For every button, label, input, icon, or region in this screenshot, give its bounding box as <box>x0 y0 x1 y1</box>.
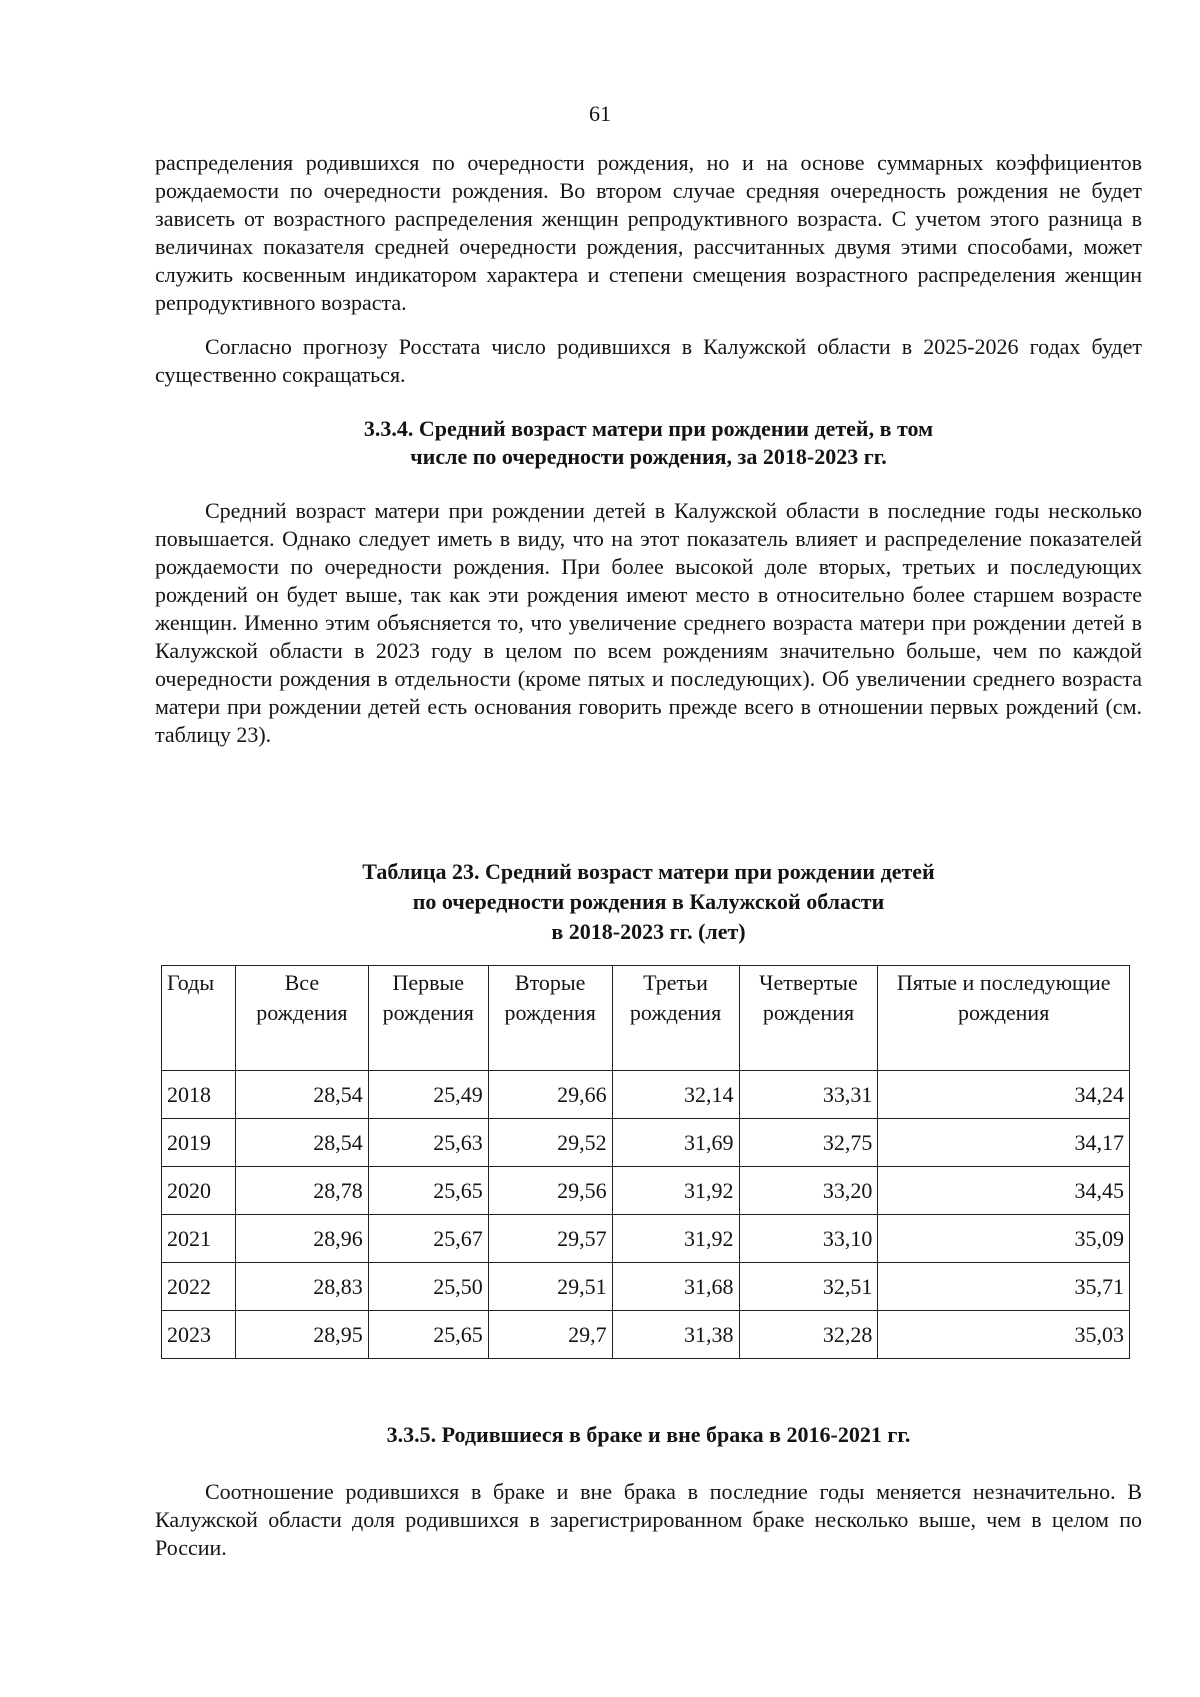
table-title-line: Таблица 23. Средний возраст матери при рождении детей <box>362 859 935 884</box>
value-cell: 28,95 <box>235 1311 368 1359</box>
value-cell: 35,09 <box>878 1215 1130 1263</box>
value-cell: 32,14 <box>612 1071 739 1119</box>
section-heading-3-3-4 <box>155 415 1142 471</box>
value-cell: 28,96 <box>235 1215 368 1263</box>
year-cell: 2023 <box>162 1311 236 1359</box>
table-title-line: в 2018-2023 гг. (лет) <box>551 919 746 944</box>
table-body <box>162 1071 1130 1359</box>
value-cell: 31,68 <box>612 1263 739 1311</box>
value-cell: 35,71 <box>878 1263 1130 1311</box>
value-cell: 28,54 <box>235 1119 368 1167</box>
table-row <box>162 1119 1130 1167</box>
header-third-births: Третьи рождения <box>612 966 739 1071</box>
value-cell: 34,17 <box>878 1119 1130 1167</box>
table-23 <box>161 965 1130 1359</box>
value-cell: 28,78 <box>235 1167 368 1215</box>
table-row <box>162 1071 1130 1119</box>
value-cell: 32,28 <box>739 1311 878 1359</box>
year-cell: 2022 <box>162 1263 236 1311</box>
table-23-title <box>155 857 1142 947</box>
value-cell: 34,45 <box>878 1167 1130 1215</box>
value-cell: 25,49 <box>368 1071 488 1119</box>
header-second-births: Вторые рождения <box>488 966 612 1071</box>
value-cell: 34,24 <box>878 1071 1130 1119</box>
page-number: 61 <box>589 101 611 126</box>
value-cell: 29,7 <box>488 1311 612 1359</box>
value-cell: 25,63 <box>368 1119 488 1167</box>
table-row <box>162 1167 1130 1215</box>
paragraph-ordinality-method: распределения родившихся по очередности рождения, но и на основе суммарных коэффициентов рождаемости по очередности рождения. Во втором случае средняя очередность рождения не будет зависеть от возрастного распределения женщин репродуктивного возраста. С учетом этого разница в величинах показателя средней очередности рождения, рассчитанных двумя этими способами, может служить косвенным индикатором характера и степени смещения возрастного распределения женщин репродуктивного возраста. <box>155 150 1142 315</box>
paragraph-mother-age: Средний возраст матери при рождении детей в Калужской области в последние годы несколько повышается. Однако следует иметь в виду, что на этот показатель влияет и распределение показателей рождаемости по очередности рождения. При более высокой доле вторых, третьих и последующих рождений он будет выше, так как эти рождения имеют место в относительно более старшем возрасте женщин. Именно этим объясняется то, что увеличение среднего возраста матери при рождении детей в Калужской области в 2023 году в целом по всем рождениям значительно больше, чем по каждой очередности рождения в отдельности (кроме пятых и последующих). Об увеличении среднего возраста матери при рождении детей есть основания говорить прежде всего в отношении первых рождений (см. таблицу 23). <box>155 498 1142 747</box>
paragraph-marriage-births: Соотношение родившихся в браке и вне брака в последние годы меняется незначительно. В Калужской области доля родившихся в зарегистрированном браке несколько выше, чем в целом по России. <box>155 1479 1142 1560</box>
paragraph-rosstat-forecast: Согласно прогнозу Росстата число родившихся в Калужской области в 2025-2026 годах будет существенно сокращаться. <box>155 334 1142 387</box>
year-cell: 2020 <box>162 1167 236 1215</box>
value-cell: 35,03 <box>878 1311 1130 1359</box>
header-all-births: Все рождения <box>235 966 368 1071</box>
table-row <box>162 1311 1130 1359</box>
section-heading-line: 3.3.4. Средний возраст матери при рождении детей, в том <box>363 416 934 441</box>
value-cell: 32,75 <box>739 1119 878 1167</box>
section-heading-line: числе по очередности рождения, за 2018-2023 гг. <box>410 444 887 469</box>
value-cell: 25,67 <box>368 1215 488 1263</box>
table-row <box>162 1263 1130 1311</box>
value-cell: 33,31 <box>739 1071 878 1119</box>
value-cell: 25,50 <box>368 1263 488 1311</box>
value-cell: 29,57 <box>488 1215 612 1263</box>
value-cell: 33,10 <box>739 1215 878 1263</box>
value-cell: 28,54 <box>235 1071 368 1119</box>
value-cell: 29,51 <box>488 1263 612 1311</box>
value-cell: 28,83 <box>235 1263 368 1311</box>
table-title-line: по очередности рождения в Калужской области <box>412 889 885 914</box>
value-cell: 29,56 <box>488 1167 612 1215</box>
table-row <box>162 1215 1130 1263</box>
year-cell: 2019 <box>162 1119 236 1167</box>
value-cell: 32,51 <box>739 1263 878 1311</box>
year-cell: 2018 <box>162 1071 236 1119</box>
header-first-births: Первые рождения <box>368 966 488 1071</box>
value-cell: 31,92 <box>612 1215 739 1263</box>
value-cell: 29,52 <box>488 1119 612 1167</box>
header-fourth-births: Четвертые рождения <box>739 966 878 1071</box>
value-cell: 29,66 <box>488 1071 612 1119</box>
value-cell: 33,20 <box>739 1167 878 1215</box>
value-cell: 25,65 <box>368 1311 488 1359</box>
section-heading-3-3-5: 3.3.5. Родившиеся в браке и вне брака в 2016-2021 гг. <box>386 1422 911 1447</box>
value-cell: 31,38 <box>612 1311 739 1359</box>
header-years: Годы <box>162 966 236 1071</box>
header-fifth-plus-births: Пятые и последующие рождения <box>878 966 1130 1071</box>
value-cell: 31,92 <box>612 1167 739 1215</box>
value-cell: 31,69 <box>612 1119 739 1167</box>
table-header-row <box>162 966 1130 1071</box>
year-cell: 2021 <box>162 1215 236 1263</box>
value-cell: 25,65 <box>368 1167 488 1215</box>
